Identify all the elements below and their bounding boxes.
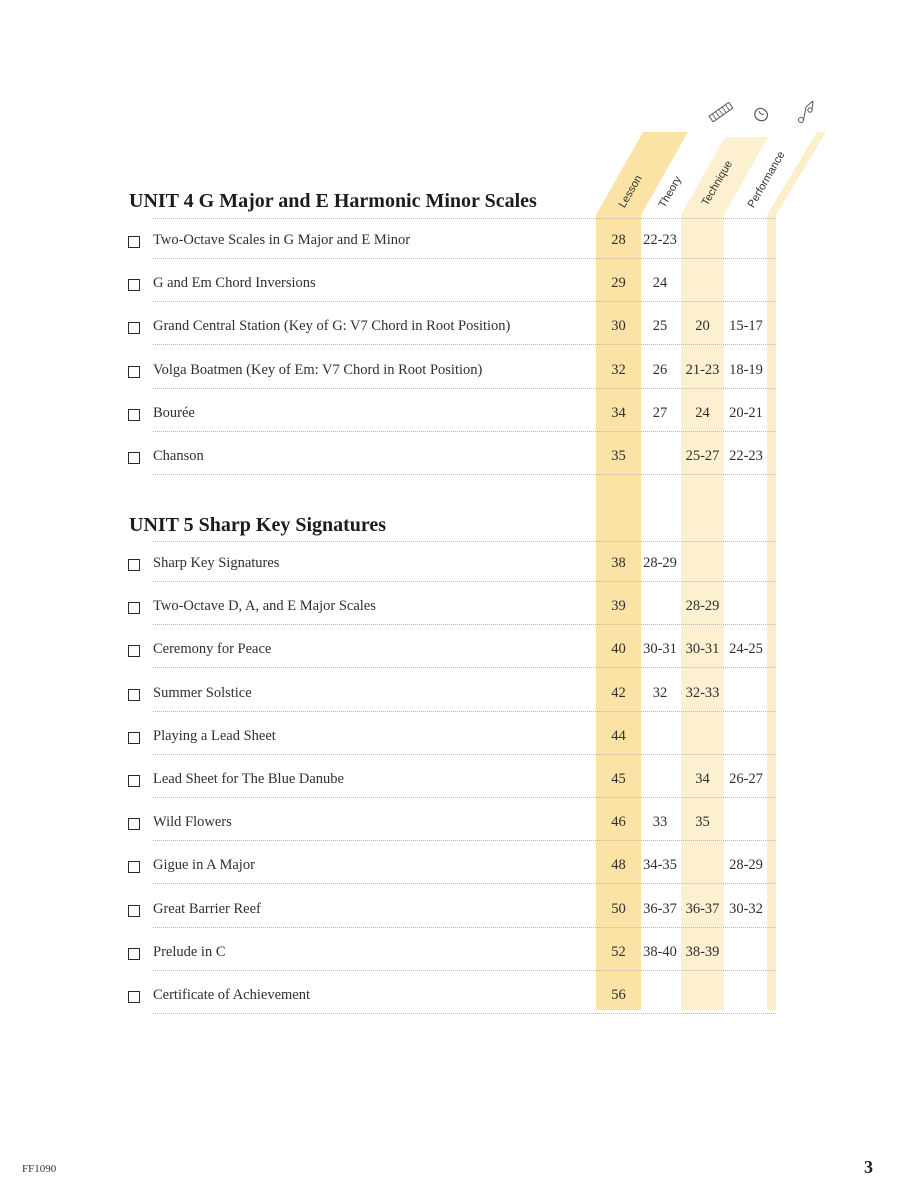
performance-page: 24-25 (729, 641, 763, 658)
row-divider (153, 797, 776, 798)
checklist-row (128, 362, 776, 386)
lesson-page: 35 (611, 448, 626, 464)
row-title: Two-Octave D, A, and E Major Scales (153, 598, 376, 615)
row-title: Chanson (153, 448, 204, 464)
technique-page: 28-29 (685, 598, 720, 615)
row-title: Great Barrier Reef (153, 900, 261, 917)
row-title: Prelude in C (153, 943, 226, 960)
checklist-row (128, 448, 776, 472)
checkbox[interactable] (128, 366, 140, 378)
checkbox[interactable] (128, 775, 140, 787)
row-divider (153, 840, 776, 841)
row-divider (153, 883, 776, 884)
theory-page: 22-23 (643, 232, 677, 248)
music-notes-icon (793, 98, 819, 128)
checkbox[interactable] (128, 409, 140, 421)
header-performance: Performance (745, 149, 788, 210)
checkbox[interactable] (128, 732, 140, 744)
lesson-page: 56 (611, 987, 626, 1003)
theory-page: 38-40 (643, 943, 677, 960)
checkbox[interactable] (128, 689, 140, 701)
checklist-row (128, 814, 776, 838)
checkbox[interactable] (128, 602, 140, 614)
theory-page: 33 (652, 814, 668, 831)
checklist-row (128, 901, 776, 925)
row-title: Volga Boatmen (Key of Em: V7 Chord in Root Position) (153, 361, 483, 378)
row-divider (153, 927, 776, 928)
checklist-row (128, 857, 776, 881)
checkbox[interactable] (128, 236, 140, 248)
checkbox[interactable] (128, 991, 140, 1003)
technique-page: 30-31 (685, 641, 720, 658)
technique-page: 38-39 (685, 943, 720, 960)
row-divider (153, 581, 776, 582)
performance-page: 18-19 (729, 361, 763, 378)
unit-4-title: UNIT 4 G Major and E Harmonic Minor Scales (129, 190, 537, 212)
technique-page: 24 (695, 404, 710, 421)
lesson-band (596, 132, 688, 215)
technique-page: 32-33 (685, 684, 720, 701)
checklist-row (128, 771, 776, 795)
theory-page: 26 (652, 361, 668, 378)
hand-icon (750, 102, 774, 126)
row-divider (153, 970, 776, 971)
checkbox[interactable] (128, 645, 140, 657)
theory-page: 30-31 (643, 641, 677, 658)
checklist-row (128, 641, 776, 665)
lesson-page: 40 (611, 641, 626, 658)
performance-page: 20-21 (729, 404, 763, 421)
row-title: Ceremony for Peace (153, 641, 272, 658)
row-title: Gigue in A Major (153, 857, 255, 874)
checklist-row (128, 405, 776, 429)
technique-page: 25-27 (685, 448, 720, 464)
row-divider (153, 258, 776, 259)
theory-page: 28-29 (643, 555, 677, 571)
row-title: Certificate of Achievement (153, 987, 311, 1003)
checklist-row (128, 232, 776, 256)
technique-page: 34 (695, 771, 710, 787)
checkbox[interactable] (128, 279, 140, 291)
lesson-page: 28 (611, 232, 626, 248)
row-title: Summer Solstice (153, 684, 252, 701)
theory-page: 36-37 (643, 900, 677, 917)
performance-page: 15-17 (729, 318, 763, 335)
checklist-row (128, 275, 776, 299)
checkbox[interactable] (128, 905, 140, 917)
unit-title-divider (153, 218, 776, 219)
row-divider (153, 301, 776, 302)
theory-page: 24 (652, 275, 668, 292)
checklist-row (128, 944, 776, 968)
lesson-page: 50 (611, 900, 626, 917)
checkbox[interactable] (128, 861, 140, 873)
unit-5-title: UNIT 5 Sharp Key Signatures (129, 514, 387, 536)
row-divider (153, 388, 776, 389)
lesson-page: 34 (611, 404, 626, 421)
theory-page: 27 (652, 404, 668, 421)
theory-page: 34-35 (643, 857, 677, 874)
row-title: Sharp Key Signatures (153, 555, 280, 571)
checklist-row (128, 318, 776, 342)
performance-page: 30-32 (729, 900, 763, 917)
checkbox[interactable] (128, 322, 140, 334)
performance-page: 22-23 (729, 448, 763, 464)
checkbox[interactable] (128, 818, 140, 830)
row-title: G and Em Chord Inversions (153, 275, 316, 292)
lesson-page: 44 (611, 727, 626, 744)
checkbox[interactable] (128, 948, 140, 960)
row-divider (153, 667, 776, 668)
row-divider (153, 1013, 776, 1014)
checklist-row (128, 598, 776, 622)
header-lesson: Lesson (616, 173, 645, 210)
lesson-page: 32 (611, 361, 626, 378)
lesson-page: 45 (611, 771, 626, 787)
row-title: Two-Octave Scales in G Major and E Minor (153, 232, 411, 248)
unit-title-divider (153, 541, 776, 542)
row-divider (153, 431, 776, 432)
page-number: 3 (864, 1157, 873, 1177)
theory-page: 32 (652, 684, 668, 701)
row-title: Playing a Lead Sheet (153, 727, 276, 744)
lesson-page: 39 (611, 598, 626, 615)
row-divider (153, 711, 776, 712)
row-divider (153, 344, 776, 345)
checklist-row (128, 987, 776, 1011)
technique-page: 35 (695, 814, 710, 831)
technique-page: 21-23 (685, 361, 720, 378)
lesson-page: 30 (611, 318, 626, 335)
checkbox[interactable] (128, 559, 140, 571)
lesson-page: 48 (611, 857, 626, 874)
checklist-row (128, 555, 776, 579)
performance-page: 28-29 (729, 857, 763, 874)
keyboard-icon (707, 102, 737, 122)
row-divider (153, 624, 776, 625)
row-title: Grand Central Station (Key of G: V7 Chord in Root Position) (153, 318, 511, 335)
row-title: Bourée (153, 404, 195, 421)
row-divider (153, 754, 776, 755)
performance-page: 26-27 (729, 771, 763, 787)
lesson-page: 42 (611, 684, 626, 701)
technique-page: 20 (695, 318, 710, 335)
header-technique: Technique (699, 158, 736, 208)
row-title: Lead Sheet for The Blue Danube (153, 771, 344, 787)
checklist-row (128, 685, 776, 709)
theory-page: 25 (652, 318, 668, 335)
checklist-row (128, 728, 776, 752)
lesson-page: 38 (611, 555, 626, 571)
lesson-page: 52 (611, 943, 626, 960)
lesson-page: 29 (611, 275, 626, 292)
row-divider (153, 474, 776, 475)
header-theory: Theory (656, 174, 685, 210)
lesson-page: 46 (611, 814, 626, 831)
checkbox[interactable] (128, 452, 140, 464)
row-title: Wild Flowers (153, 814, 232, 831)
technique-page: 36-37 (685, 900, 720, 917)
catalog-code: FF1090 (22, 1163, 57, 1175)
